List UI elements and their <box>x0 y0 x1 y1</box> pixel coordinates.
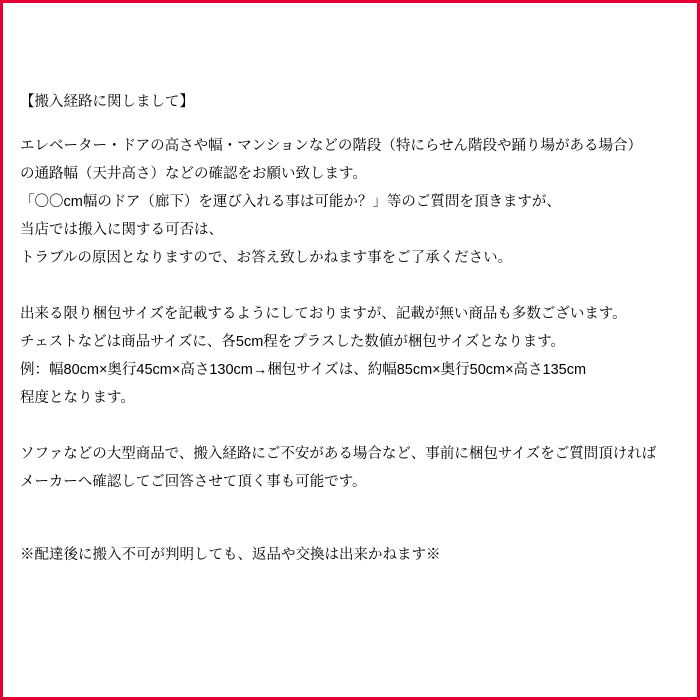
paragraph-sofa-inquiry <box>20 447 683 503</box>
spacer <box>20 503 683 548</box>
paragraph-line: の通路幅（天井高さ）などの確認をお願い致します。 <box>20 165 367 182</box>
paragraph-line: エレベーター・ドアの高さや幅・マンションなどの階段（特にらせん階段や踊り場がある場合） <box>20 137 642 154</box>
footnote-block <box>20 548 683 576</box>
paragraph-line: 「〇〇cm幅のドア（廊下）を運び入れる事は可能か？」等のご質問を頂きますが、 <box>20 193 561 210</box>
paragraph-line: トラブルの原因となりますので、お答え致しかねます事をご了承ください。 <box>20 249 513 266</box>
paragraph-line: 出来る限り梱包サイズを記載するようにしておりますが、記載が無い商品も多数ございます。 <box>20 305 627 322</box>
paragraph-line: チェストなどは商品サイズに、各5cm程をプラスした数値が梱包サイズとなります。 <box>20 333 566 350</box>
footnote-text: ※配達後に搬入不可が判明しても、返品や交換は出来かねます※ <box>20 546 441 563</box>
paragraph-line: 当店では搬入に関する可否は、 <box>20 221 223 238</box>
paragraph-delivery-route <box>20 139 683 279</box>
spacer <box>20 110 683 139</box>
spacer <box>20 419 683 447</box>
paragraph-line: ソファなどの大型商品で、搬入経路にご不安がある場合など、事前に梱包サイズをご質問頂ければ <box>20 445 657 462</box>
spacer <box>20 279 683 307</box>
paragraph-line: メーカーへ確認してご回答させて頂く事も可能です。 <box>20 473 367 490</box>
section-heading: 【搬入経路に関しまして】 <box>20 94 194 110</box>
paragraph-line: 程度となります。 <box>20 389 135 406</box>
paragraph-package-size <box>20 307 683 419</box>
document-content <box>20 95 683 576</box>
paragraph-line: 例：幅80cm×奥行45cm×高さ130cm→梱包サイズは、約幅85cm×奥行50cm×高さ135cm <box>20 361 587 378</box>
